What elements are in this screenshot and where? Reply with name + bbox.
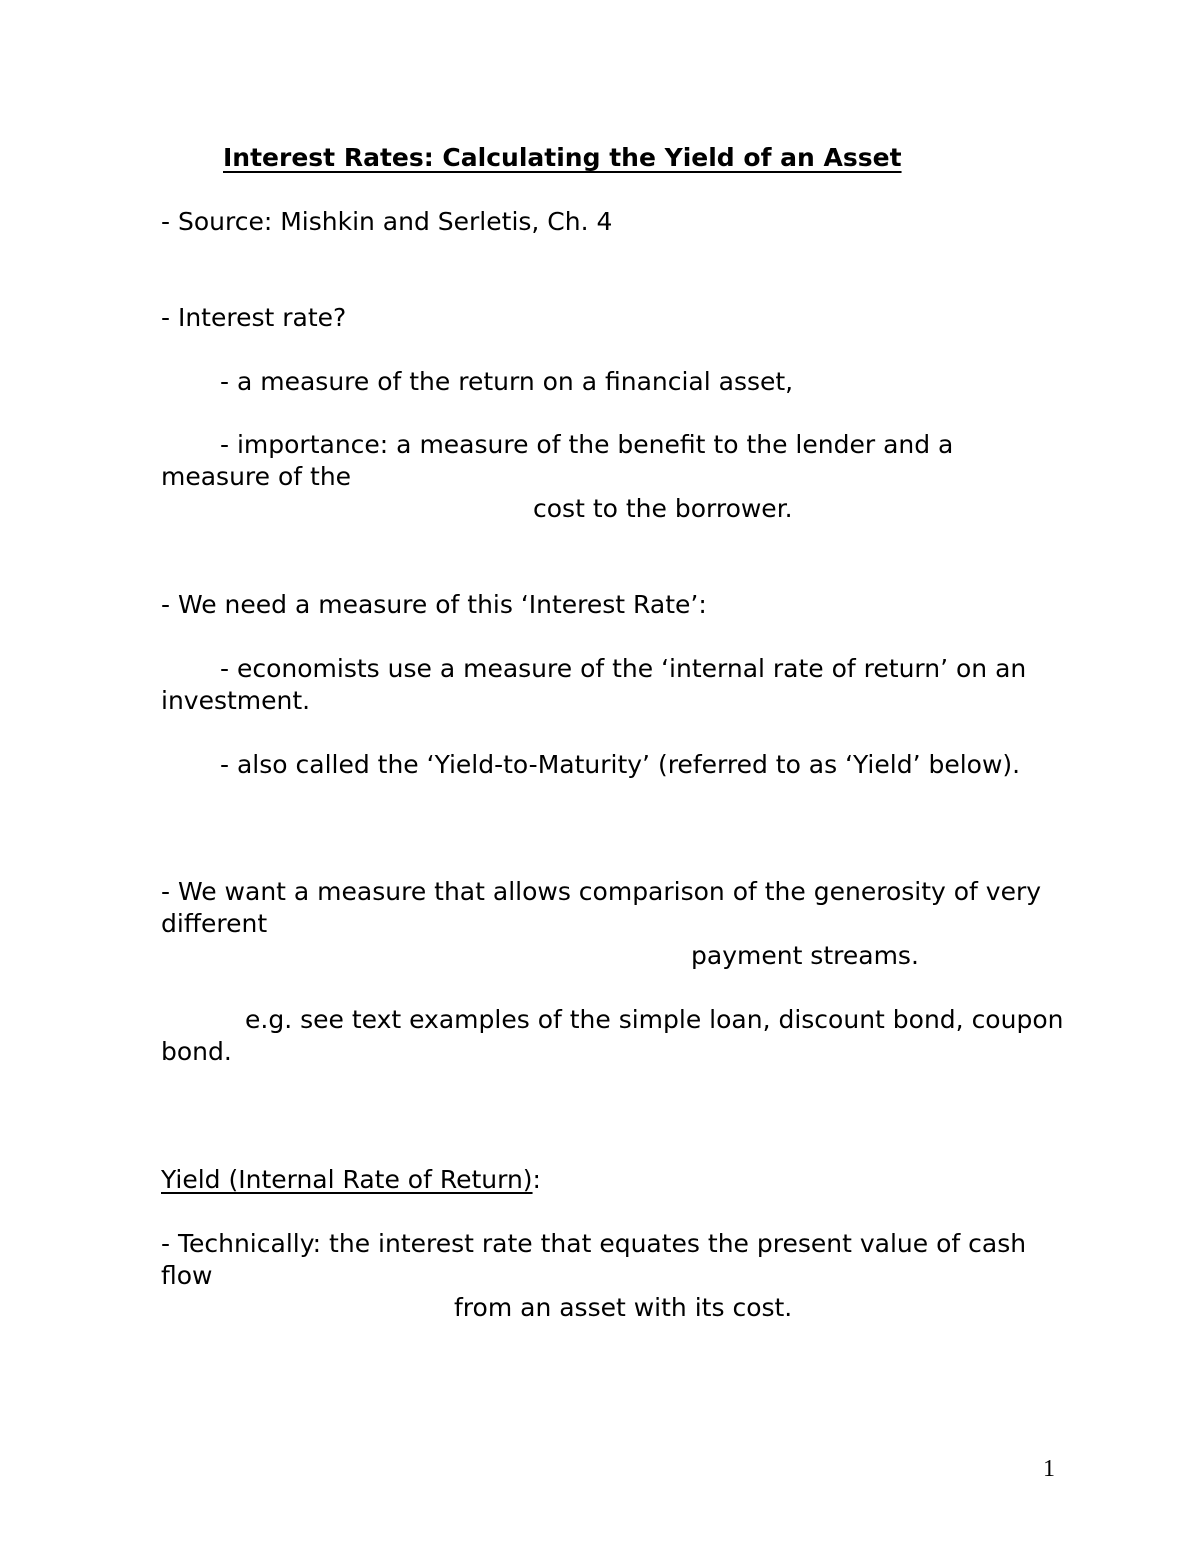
yield-heading-colon: : bbox=[532, 1165, 541, 1194]
yield-heading-text: Yield (Internal Rate of Return) bbox=[161, 1165, 533, 1194]
need-measure-line: - We need a measure of this ‘Interest Rate’: bbox=[161, 590, 707, 619]
page-title: Interest Rates: Calculating the Yield of an Asset bbox=[223, 143, 902, 172]
technically-line-3: from an asset with its cost. bbox=[454, 1293, 793, 1322]
page-number: 1 bbox=[1043, 1456, 1055, 1482]
measure-return-bullet: - a measure of the return on a financial asset, bbox=[220, 367, 794, 396]
technically-line-2: flow bbox=[161, 1261, 213, 1290]
importance-bullet-line-2: measure of the bbox=[161, 462, 352, 491]
source-line: - Source: Mishkin and Serletis, Ch. 4 bbox=[161, 207, 613, 236]
yield-section-heading bbox=[161, 1164, 541, 1196]
importance-bullet-line-3: cost to the borrower. bbox=[533, 494, 793, 523]
interest-rate-question: - Interest rate? bbox=[161, 303, 347, 332]
want-measure-line-3: payment streams. bbox=[691, 941, 919, 970]
example-line-1: e.g. see text examples of the simple loan, discount bond, coupon bbox=[245, 1005, 1064, 1034]
want-measure-line-2: different bbox=[161, 909, 268, 938]
importance-bullet-line-1: - importance: a measure of the benefit to the lender and a bbox=[220, 430, 954, 459]
example-line-2: bond. bbox=[161, 1037, 232, 1066]
want-measure-line-1: - We want a measure that allows comparison of the generosity of very bbox=[161, 877, 1042, 906]
technically-line-1: - Technically: the interest rate that equates the present value of cash bbox=[161, 1229, 1027, 1258]
economists-bullet-line-1: - economists use a measure of the ‘internal rate of return’ on an bbox=[220, 654, 1027, 683]
also-called-bullet: - also called the ‘Yield-to-Maturity’ (referred to as ‘Yield’ below). bbox=[220, 750, 1021, 779]
economists-bullet-line-2: investment. bbox=[161, 686, 311, 715]
